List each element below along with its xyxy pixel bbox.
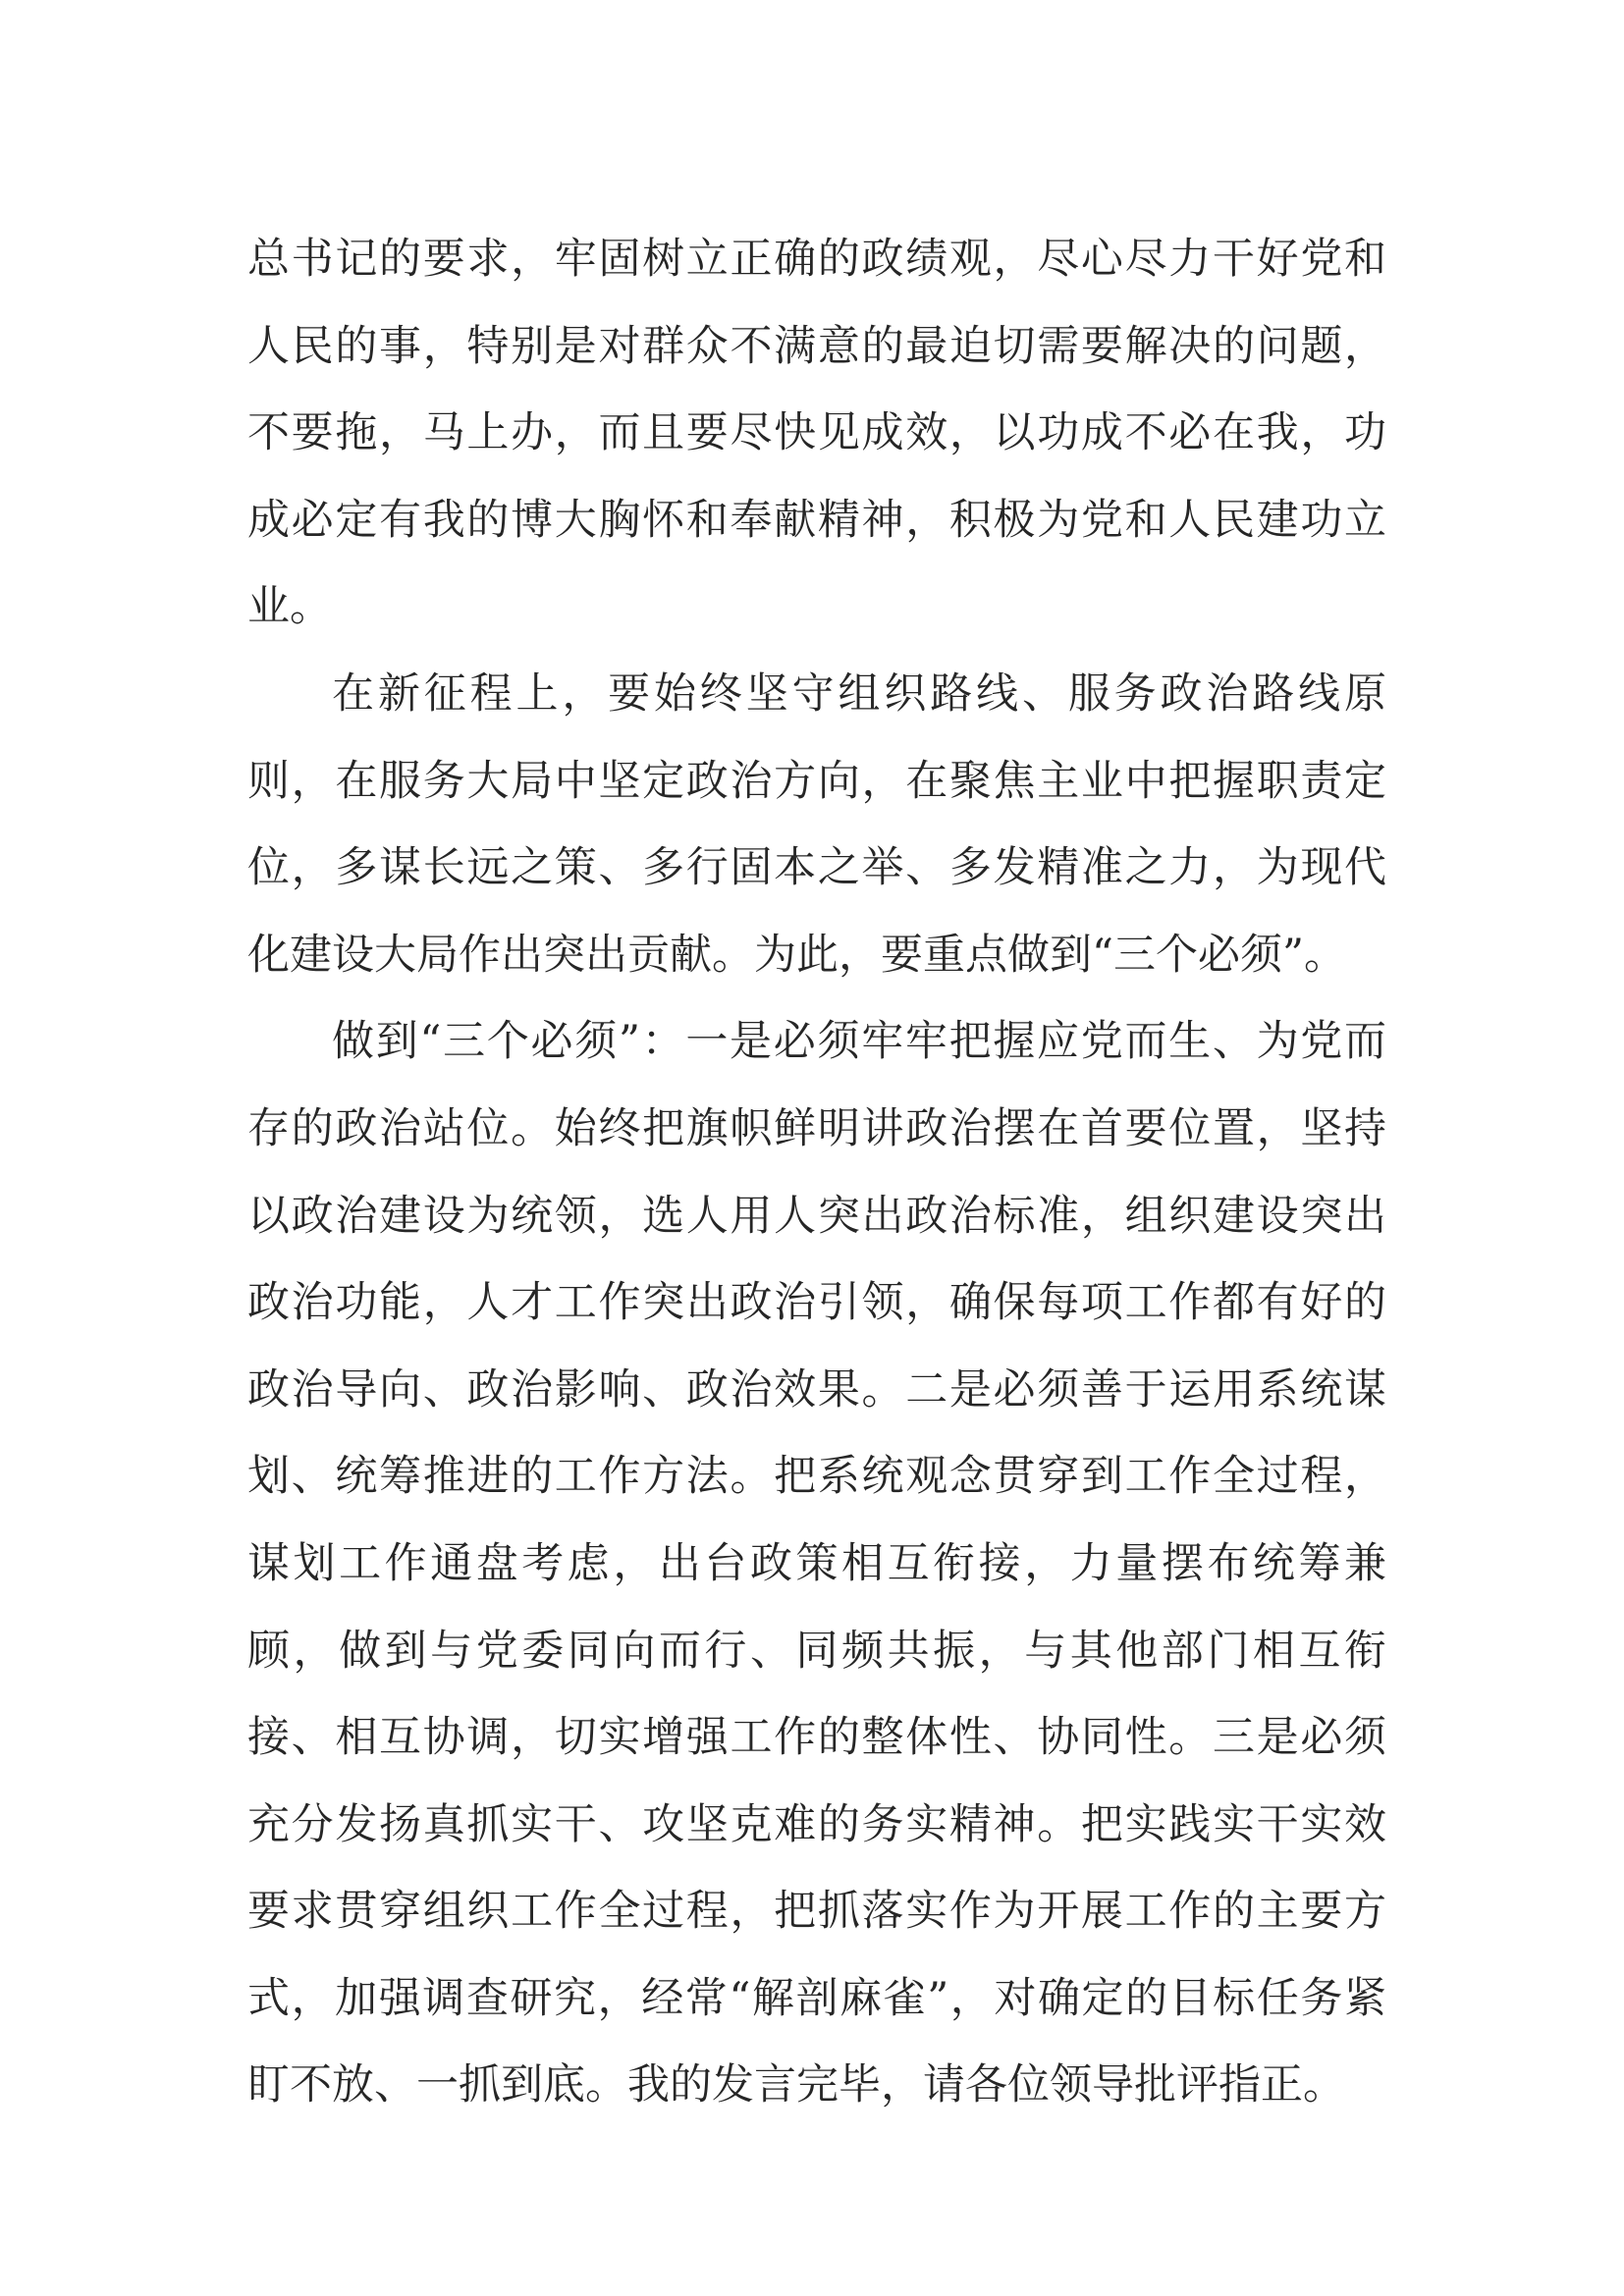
- paragraph-3: 做到“三个必须”：一是必须牢牢把握应党而生、为党而存的政治站位。始终把旗帜鲜明讲政治摆在首要位置，坚持以政治建设为统领，选人用人突出政治标准，组织建设突出政治功能，人才工作突出政治引领，确保每项工作都有好的政治导向、政治影响、政治效果。二是必须善于运用系统谋划、统筹推进的工作方法。把系统观念贯穿到工作全过程，谋划工作通盘考虑，出台政策相互衔接，力量摆布统筹兼顾，做到与党委同向而行、同频共振，与其他部门相互衔接、相互协调，切实增强工作的整体性、协同性。三是必须充分发扬真抓实干、攻坚克难的务实精神。把实践实干实效要求贯穿组织工作全过程，把抓落实作为开展工作的主要方式，加强调查研究，经常“解剖麻雀”，对确定的目标任务紧盯不放、一抓到底。我的发言完毕，请各位领导批评指正。: [247, 1017, 1386, 2110]
- paragraph-2: 在新征程上，要始终坚守组织路线、服务政治路线原则，在服务大局中坚定政治方向，在聚焦主业中把握职责定位，多谋长远之策、多行固本之举、多发精准之力，为现代化建设大局作出突出贡献。为此，要重点做到“三个必须”。: [247, 668, 1386, 980]
- paragraph-1: 总书记的要求，牢固树立正确的政绩观，尽心尽力干好党和人民的事，特别是对群众不满意的最迫切需要解决的问题，不要拖，马上办，而且要尽快见成效，以功成不必在我，功成必定有我的博大胸怀和奉献精神，积极为党和人民建功立业。: [247, 235, 1386, 632]
- document-body: [247, 216, 1386, 2129]
